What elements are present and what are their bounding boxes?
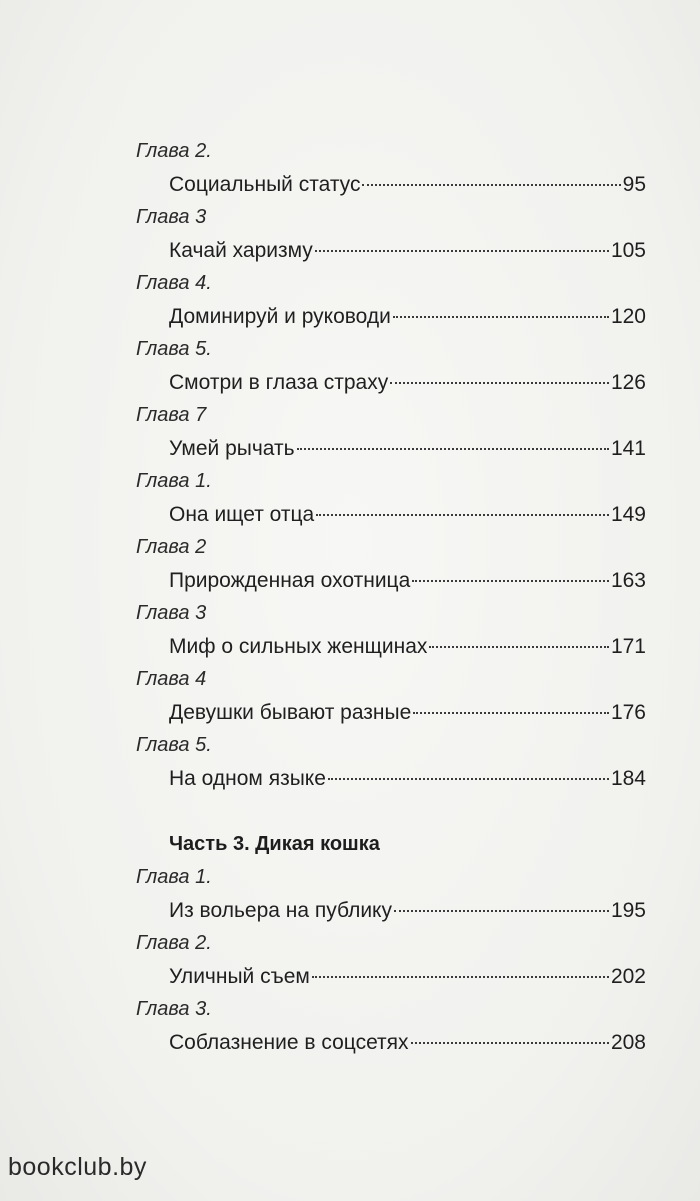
toc-group bbox=[136, 861, 646, 927]
toc-group bbox=[136, 927, 646, 993]
toc-entry bbox=[169, 894, 646, 927]
toc-entry bbox=[169, 168, 646, 201]
dot-leader bbox=[328, 778, 609, 780]
toc-entry bbox=[169, 498, 646, 531]
dot-leader bbox=[297, 448, 609, 450]
toc-group bbox=[136, 531, 646, 597]
toc-group bbox=[136, 399, 646, 465]
watermark: bookclub.by bbox=[8, 1153, 147, 1181]
page-number: 163 bbox=[610, 569, 646, 592]
chapter-label: Глава 3. bbox=[136, 998, 212, 1020]
toc-group bbox=[136, 465, 646, 531]
chapter-label: Глава 4. bbox=[136, 272, 212, 294]
page-number: 202 bbox=[610, 965, 646, 988]
entry-title: Девушки бывают разные bbox=[169, 701, 412, 724]
dot-leader bbox=[413, 712, 609, 714]
toc-entry bbox=[169, 696, 646, 729]
toc-group bbox=[136, 135, 646, 201]
toc-group bbox=[136, 333, 646, 399]
toc-entry bbox=[169, 762, 646, 795]
chapter-label: Глава 4 bbox=[136, 668, 207, 690]
dot-leader bbox=[394, 910, 609, 912]
part-heading: Часть 3. Дикая кошка bbox=[169, 833, 380, 855]
entry-title: Умей рычать bbox=[169, 437, 295, 460]
page-number: 195 bbox=[610, 899, 646, 922]
toc-group bbox=[136, 993, 646, 1059]
chapter-label: Глава 1. bbox=[136, 866, 212, 888]
page-number: 149 bbox=[610, 503, 646, 526]
chapter-label: Глава 2. bbox=[136, 932, 212, 954]
entry-title: Уличный съем bbox=[169, 965, 310, 988]
entry-title: Из вольера на публику bbox=[169, 899, 392, 922]
dot-leader bbox=[429, 646, 609, 648]
toc-entry bbox=[169, 300, 646, 333]
entry-title: Смотри в глаза страху bbox=[169, 371, 389, 394]
toc-entry bbox=[169, 564, 646, 597]
page-number: 184 bbox=[610, 767, 646, 790]
chapter-label: Глава 7 bbox=[136, 404, 207, 426]
toc-entry bbox=[169, 630, 646, 663]
dot-leader bbox=[390, 382, 609, 384]
page-number: 171 bbox=[610, 635, 646, 658]
page-number: 120 bbox=[610, 305, 646, 328]
entry-title: Качай харизму bbox=[169, 239, 313, 262]
page-number: 126 bbox=[610, 371, 646, 394]
toc-group bbox=[136, 597, 646, 663]
dot-leader bbox=[316, 514, 609, 516]
entry-title: Она ищет отца bbox=[169, 503, 315, 526]
entry-title: Миф о сильных женщинах bbox=[169, 635, 428, 658]
page-number: 141 bbox=[610, 437, 646, 460]
chapter-label: Глава 2 bbox=[136, 536, 207, 558]
chapter-label: Глава 5. bbox=[136, 338, 212, 360]
dot-leader bbox=[312, 976, 609, 978]
chapter-label: Глава 1. bbox=[136, 470, 212, 492]
toc-entry bbox=[169, 1026, 646, 1059]
toc-entry bbox=[169, 234, 646, 267]
page-number: 208 bbox=[610, 1031, 646, 1054]
toc-entry bbox=[169, 960, 646, 993]
table-of-contents bbox=[136, 135, 646, 1059]
toc-entry bbox=[169, 432, 646, 465]
chapter-label: Глава 3 bbox=[136, 602, 207, 624]
entry-title: Социальный статус bbox=[169, 173, 361, 196]
dot-leader bbox=[362, 184, 620, 186]
dot-leader bbox=[411, 1042, 609, 1044]
dot-leader bbox=[393, 316, 609, 318]
page-number: 176 bbox=[610, 701, 646, 724]
toc-group bbox=[136, 201, 646, 267]
toc-group bbox=[136, 267, 646, 333]
entry-title: На одном языке bbox=[169, 767, 326, 790]
toc-entry bbox=[169, 366, 646, 399]
toc-group bbox=[136, 729, 646, 795]
entry-title: Соблазнение в соцсетях bbox=[169, 1031, 409, 1054]
chapter-label: Глава 5. bbox=[136, 734, 212, 756]
chapter-label: Глава 3 bbox=[136, 206, 207, 228]
entry-title: Доминируй и руководи bbox=[169, 305, 391, 328]
chapter-label: Глава 2. bbox=[136, 140, 212, 162]
dot-leader bbox=[412, 580, 609, 582]
toc-group bbox=[136, 663, 646, 729]
page-number: 105 bbox=[610, 239, 646, 262]
dot-leader bbox=[315, 250, 609, 252]
entry-title: Прирожденная охотница bbox=[169, 569, 411, 592]
page-number: 95 bbox=[622, 173, 646, 196]
